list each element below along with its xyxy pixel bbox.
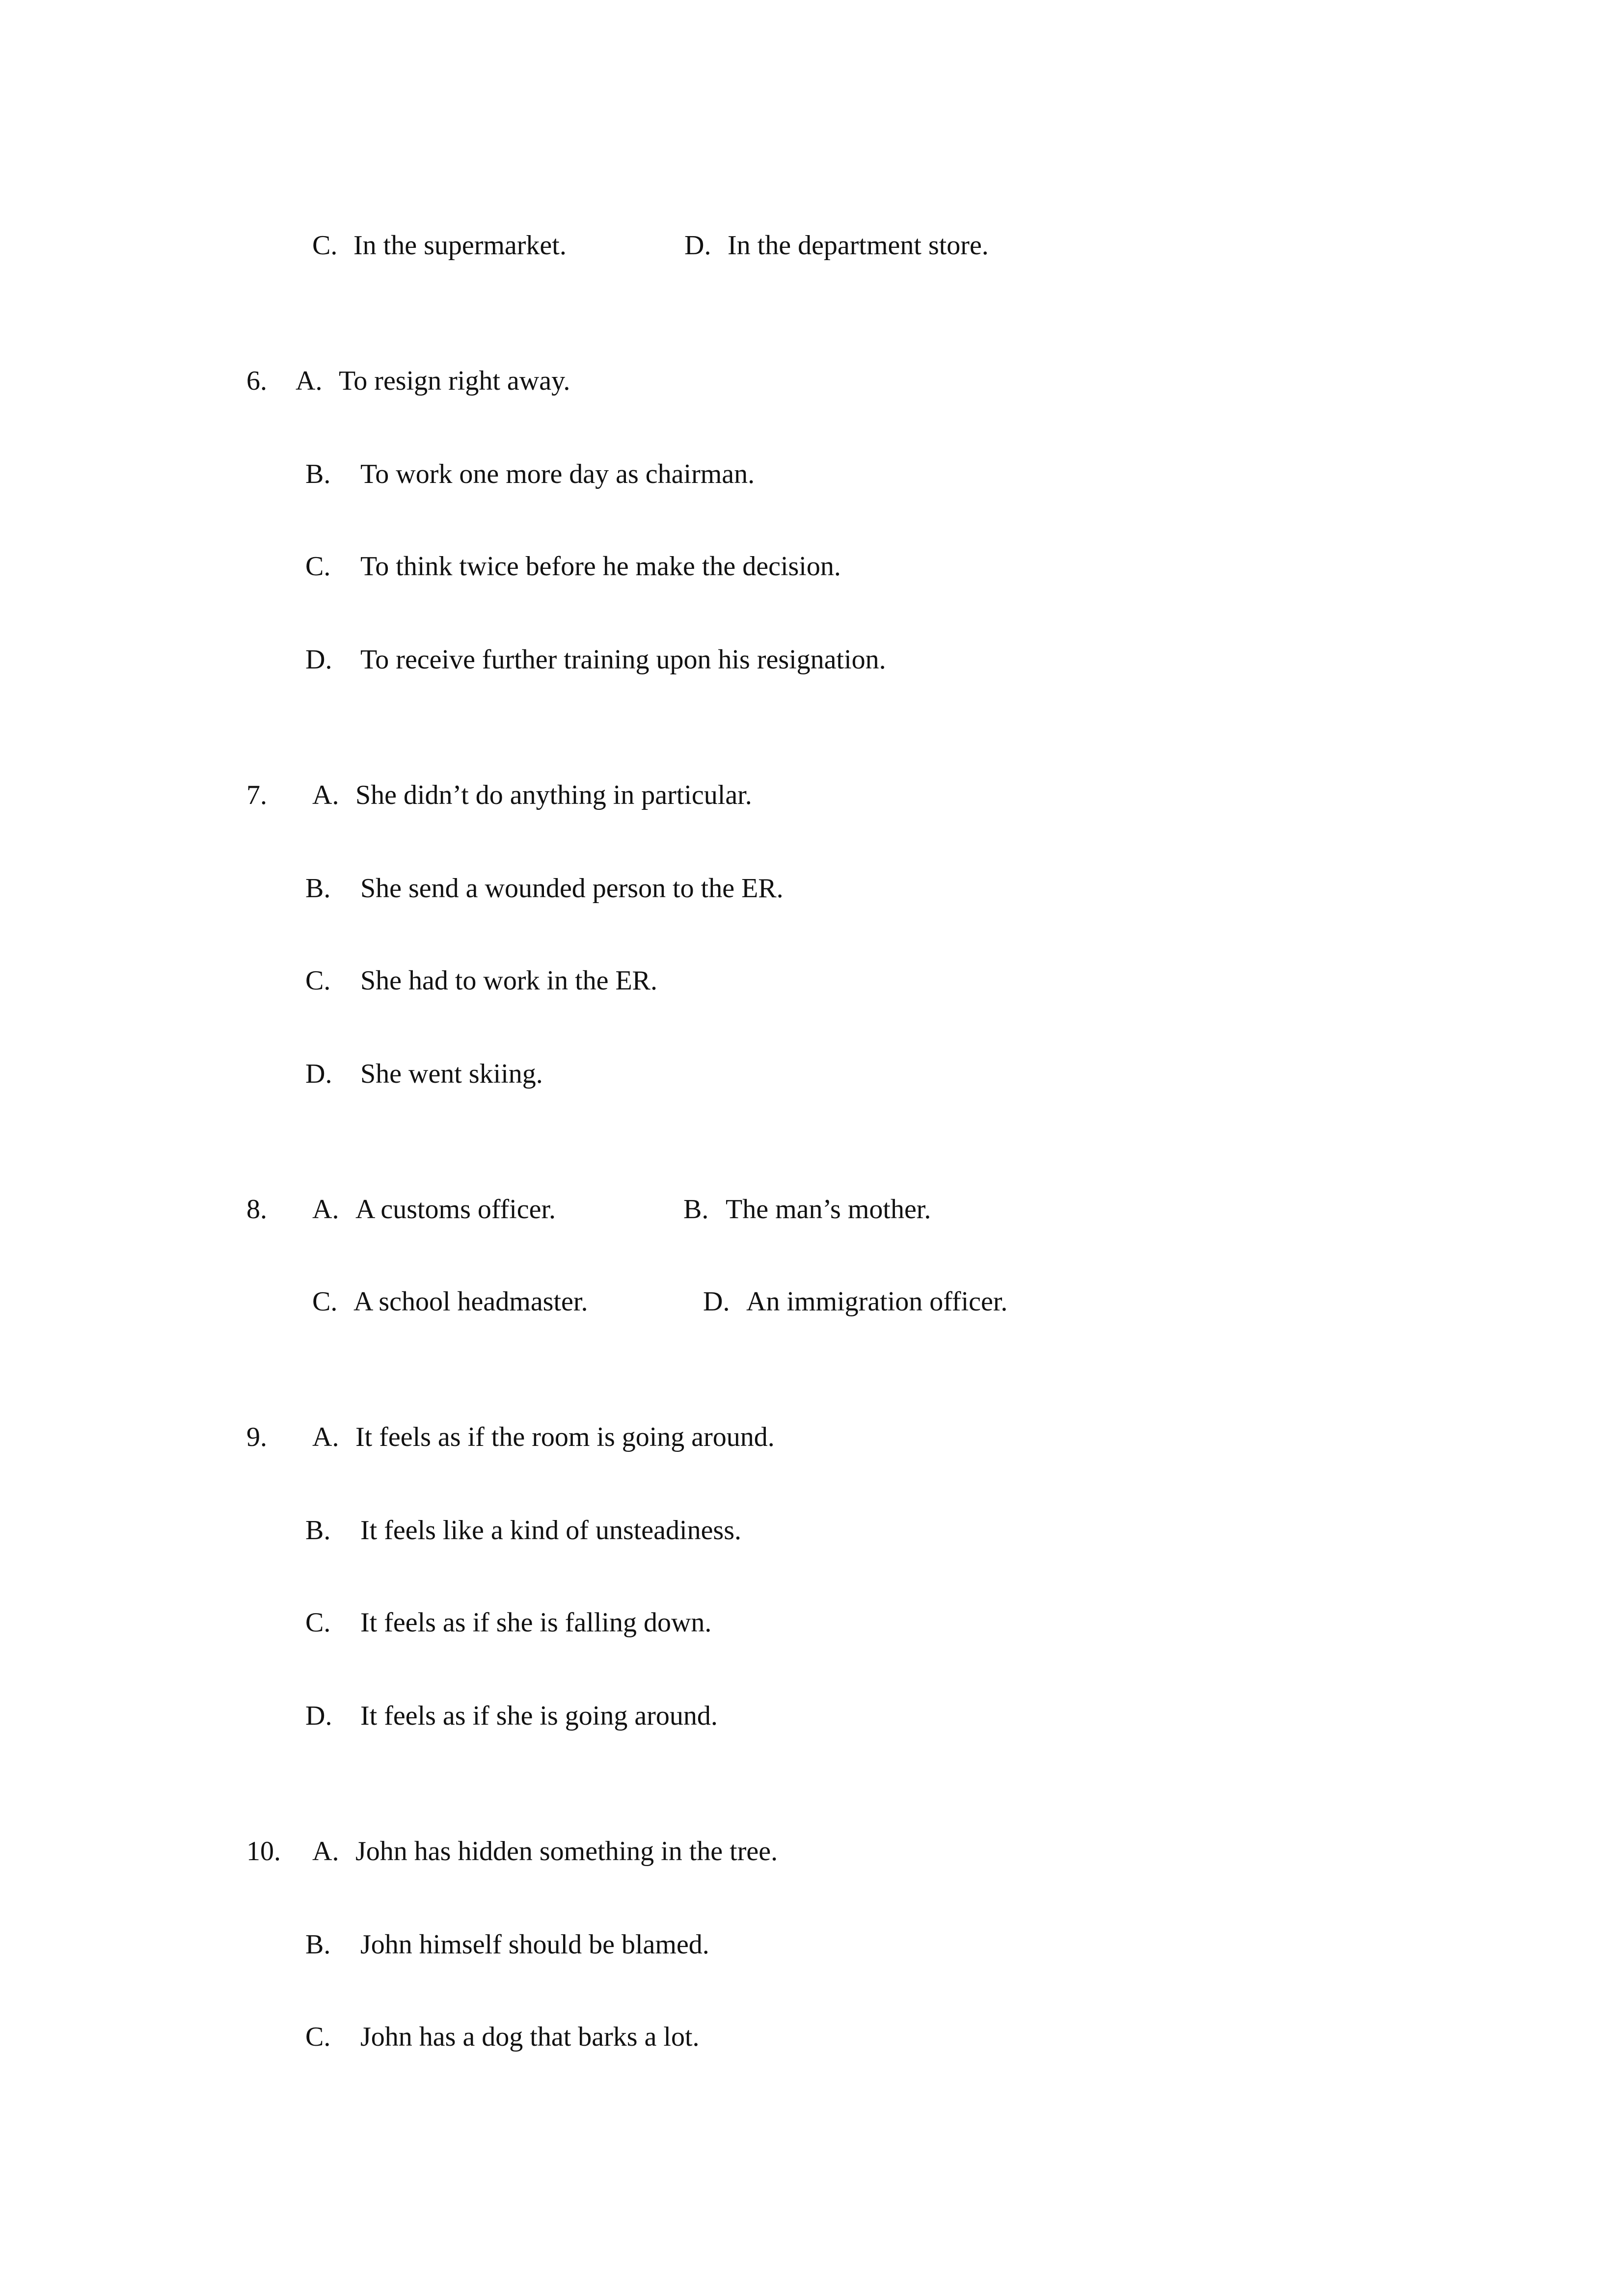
q6-option-c-letter: C. [305,551,331,582]
q9-option-b-letter: B. [305,1515,331,1546]
q9-option-c-letter: C. [305,1607,331,1638]
q7-option-b-text: She send a wounded person to the ER. [360,873,784,904]
q10-option-c-text: John has a dog that barks a lot. [360,2022,700,2052]
q8-number: 8. [246,1194,267,1225]
q9-number: 9. [246,1422,267,1452]
q10-option-a-letter: A. [312,1836,339,1867]
q6-option-a-letter: A. [296,366,323,396]
q7-option-d-letter: D. [305,1059,332,1089]
q10-number: 10. [246,1836,281,1867]
q9-option-a-letter: A. [312,1422,339,1452]
q7-option-b-letter: B. [305,873,331,904]
q7-option-a-letter: A. [312,780,339,810]
q10-option-b-text: John himself should be blamed. [360,1929,709,1960]
q9-option-d-text: It feels as if she is going around. [360,1701,718,1731]
q8-option-a-text: A customs officer. [355,1194,556,1225]
q7-option-a-text: She didn’t do anything in particular. [355,780,752,810]
q7-number: 7. [246,780,267,810]
q6-option-a-text: To resign right away. [339,366,570,396]
q9-option-b-text: It feels like a kind of unsteadiness. [360,1515,742,1546]
q9-option-d-letter: D. [305,1701,332,1731]
q10-option-c-letter: C. [305,2022,331,2052]
q9-option-a-text: It feels as if the room is going around. [355,1422,775,1452]
q6-option-c-text: To think twice before he make the decision. [360,551,841,582]
q9-option-c-text: It feels as if she is falling down. [360,1607,712,1638]
q6-option-d-letter: D. [305,644,332,675]
q8-option-c-letter: C. [312,1286,338,1317]
q8-option-b-letter: B. [683,1194,709,1225]
q10-option-a-text: John has hidden something in the tree. [355,1836,778,1867]
q6-option-b-text: To work one more day as chairman. [360,459,755,489]
q8-option-b-text: The man’s mother. [726,1194,931,1225]
q5-option-d-text: In the department store. [728,230,989,261]
q7-option-c-text: She had to work in the ER. [360,965,658,996]
q7-option-d-text: She went skiing. [360,1059,543,1089]
q5-option-c-text: In the supermarket. [353,230,567,261]
q8-option-d-text: An immigration officer. [746,1286,1008,1317]
q7-option-c-letter: C. [305,965,331,996]
q6-option-b-letter: B. [305,459,331,489]
q6-option-d-text: To receive further training upon his resignation. [360,644,886,675]
q8-option-d-letter: D. [703,1286,730,1317]
q10-option-b-letter: B. [305,1929,331,1960]
q6-number: 6. [246,366,267,396]
q8-option-a-letter: A. [312,1194,339,1225]
q5-option-d-letter: D. [684,230,711,261]
q5-option-c-letter: C. [312,230,338,261]
q8-option-c-text: A school headmaster. [353,1286,588,1317]
